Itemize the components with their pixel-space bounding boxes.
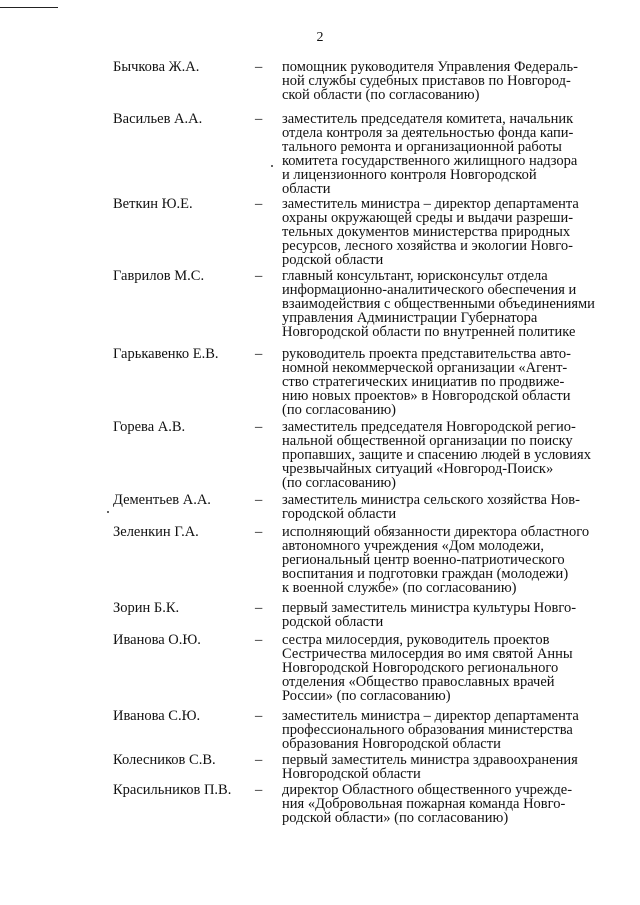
position-text-line: взаимодействия с общественными объединениями [282, 296, 595, 312]
member-name: Зорин Б.К. [113, 600, 180, 616]
position-text-line: нальной общественной организации по поиску [282, 433, 573, 449]
dash-separator: – [255, 708, 263, 724]
position-text-line: (по согласованию) [282, 402, 396, 418]
position-text-line: автономного учреждения «Дом молодежи, [282, 538, 545, 554]
member-name: Иванова С.Ю. [113, 708, 201, 724]
position-text-line: комитета государственного жилищного надзора [282, 153, 578, 169]
member-name: Бычкова Ж.А. [113, 59, 200, 75]
position-text-line: заместитель председателя Новгородской регио- [282, 419, 576, 435]
position-text-line: ресурсов, лесного хозяйства и экологии Новго- [282, 238, 573, 254]
member-position [282, 525, 612, 595]
position-text-line: пропавших, защите и спасению людей в условиях [282, 447, 591, 463]
member-name: Веткин Ю.Е. [113, 196, 193, 212]
position-text-line: региональный центр военно-патриотического [282, 552, 565, 568]
position-text-line: Новгородской области [282, 766, 421, 782]
position-text-line: и лицензионного контроля Новгородской [282, 167, 537, 183]
position-text-line: заместитель министра – директор департамента [282, 708, 579, 724]
dash-separator: – [255, 111, 263, 127]
member-name: Васильев А.А. [113, 111, 203, 127]
position-text-line: информационно-аналитического обеспечения и [282, 282, 577, 298]
dash-separator: – [255, 492, 263, 508]
scan-speck [271, 165, 273, 167]
member-position [282, 493, 612, 521]
dash-separator: – [255, 600, 263, 616]
page-number: 2 [316, 30, 324, 45]
dash-separator: – [255, 59, 263, 75]
position-text-line: к военной службе» (по согласованию) [282, 580, 517, 596]
position-text-line: России» (по согласованию) [282, 688, 451, 704]
position-text-line: отдела контроля за деятельностью фонда капи- [282, 125, 574, 141]
position-text-line: Новгородской Новгородского регионального [282, 660, 559, 676]
position-text-line: Новгородской области по внутренней политике [282, 324, 576, 340]
position-text-line: ской области (по согласованию) [282, 87, 480, 103]
dash-separator: – [255, 782, 263, 798]
member-position [282, 753, 612, 781]
position-text-line: ния «Добровольная пожарная команда Новго- [282, 796, 566, 812]
member-position [282, 269, 612, 339]
member-name: Колесников С.В. [113, 752, 216, 768]
dash-separator: – [255, 632, 263, 648]
position-text-line: Сестричества милосердия во имя святой Анны [282, 646, 573, 662]
position-text-line: чрезвычайных ситуаций «Новгород-Поиск» [282, 461, 554, 477]
dash-separator: – [255, 268, 263, 284]
position-text-line: заместитель министра сельского хозяйства Нов- [282, 492, 580, 508]
dash-separator: – [255, 752, 263, 768]
position-text-line: руководитель проекта представительства авто- [282, 346, 572, 362]
position-text-line: главный консультант, юрисконсульт отдела [282, 268, 548, 284]
position-text-line: первый заместитель министра здравоохранения [282, 752, 578, 768]
position-text-line: ной службы судебных приставов по Новгород- [282, 73, 571, 89]
position-text-line: родской области [282, 252, 384, 268]
member-name: Гарькавенко Е.В. [113, 346, 219, 362]
position-text-line: воспитания и подготовки граждан (молодежи) [282, 566, 569, 582]
member-position [282, 633, 612, 703]
position-text-line: номной некоммерческой организации «Агент- [282, 360, 568, 376]
position-text-line: образования Новгородской области [282, 736, 501, 752]
member-position [282, 420, 612, 490]
position-text-line: помощник руководителя Управления Федераль- [282, 59, 578, 75]
position-text-line: родской области [282, 614, 384, 630]
position-text-line: исполняющий обязанности директора областного [282, 524, 590, 540]
position-text-line: заместитель министра – директор департамента [282, 196, 579, 212]
position-text-line: тального ремонта и организационной работы [282, 139, 562, 155]
member-name: Гаврилов М.С. [113, 268, 205, 284]
position-text-line: родской области» (по согласованию) [282, 810, 509, 826]
dash-separator: – [255, 524, 263, 540]
member-position [282, 783, 612, 825]
dash-separator: – [255, 346, 263, 362]
member-position [282, 709, 612, 751]
member-position [282, 112, 612, 196]
member-name: Горева А.В. [113, 419, 186, 435]
position-text-line: первый заместитель министра культуры Новго- [282, 600, 577, 616]
position-text-line: отделения «Общество православных врачей [282, 674, 555, 690]
position-text-line: ство стратегических инициатив по продвиже- [282, 374, 565, 390]
position-text-line: области [282, 181, 331, 197]
scan-speck [107, 511, 109, 513]
position-text-line: городской области [282, 506, 397, 522]
member-position [282, 347, 612, 417]
position-text-line: тельных документов министерства природных [282, 224, 571, 240]
member-position [282, 60, 612, 102]
position-text-line: заместитель председателя комитета, начальник [282, 111, 574, 127]
dash-separator: – [255, 196, 263, 212]
member-name: Зеленкин Г.А. [113, 524, 199, 540]
position-text-line: профессионального образования министерства [282, 722, 573, 738]
position-text-line: нию новых проектов» в Новгородской области [282, 388, 571, 404]
scan-corner-mark [0, 7, 58, 8]
member-position [282, 197, 612, 267]
position-text-line: директор Областного общественного учрежде- [282, 782, 573, 798]
position-text-line: охраны окружающей среды и выдачи разреши- [282, 210, 574, 226]
member-position [282, 601, 612, 629]
member-name: Красильников П.В. [113, 782, 232, 798]
position-text-line: (по согласованию) [282, 475, 396, 491]
member-name: Дементьев А.А. [113, 492, 211, 508]
position-text-line: управления Администрации Губернатора [282, 310, 538, 326]
dash-separator: – [255, 419, 263, 435]
position-text-line: сестра милосердия, руководитель проектов [282, 632, 550, 648]
member-name: Иванова О.Ю. [113, 632, 201, 648]
